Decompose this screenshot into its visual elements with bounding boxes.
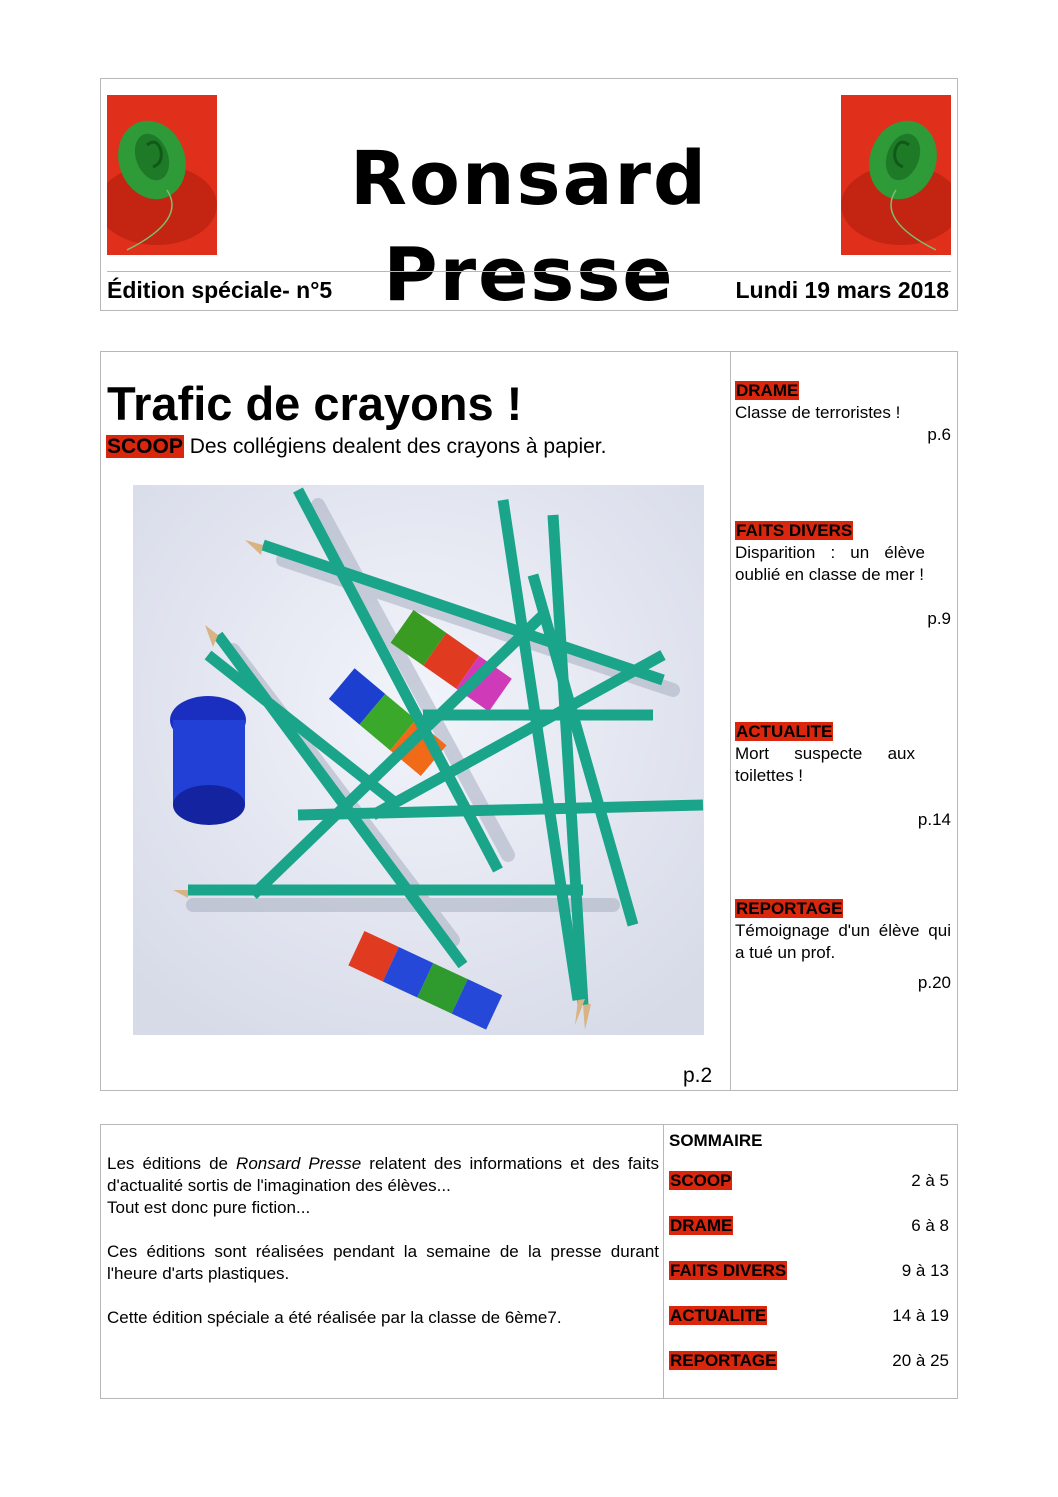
- intro-paragraph-2: Ces éditions sont réalisées pendant la semaine de la presse durant l'heure d'arts plastiques.: [107, 1242, 659, 1283]
- side-item-text: Classe de terroristes !: [735, 403, 901, 422]
- sommaire-row: [669, 1215, 949, 1237]
- side-item-text: Témoignage d'un élève qui a tué un prof.: [735, 921, 951, 962]
- scoop-tag: SCOOP: [107, 435, 183, 458]
- ear-image-right: [841, 95, 951, 255]
- column-divider: [730, 352, 731, 1090]
- masthead-divider: [107, 271, 951, 272]
- footer-divider: [663, 1125, 664, 1398]
- side-item-page: p.6: [927, 425, 951, 444]
- sommaire-row: [669, 1305, 949, 1327]
- sommaire-tag: ACTUALITE: [670, 1306, 767, 1325]
- sommaire-row: [669, 1350, 949, 1372]
- sommaire-tag: FAITS DIVERS: [670, 1261, 787, 1280]
- sommaire-range: 9 à 13: [901, 1261, 949, 1280]
- intro-text-part: Les éditions de: [107, 1154, 237, 1173]
- intro-text: [107, 1153, 659, 1351]
- intro-text-part: relatent des informations et des faits d'actualité sortis de l'imagination des élèves...: [107, 1154, 659, 1195]
- sommaire-title: SOMMAIRE: [669, 1131, 763, 1150]
- side-item-text: Mort suspecte aux toilettes !: [735, 744, 915, 785]
- faits-divers-tag: FAITS DIVERS: [736, 521, 853, 540]
- subheadline: [106, 434, 606, 460]
- side-item-page: p.9: [927, 609, 951, 628]
- side-item-actualite: [735, 721, 951, 831]
- side-item-text: Disparition : un élève oublié en classe de mer !: [735, 543, 925, 584]
- sommaire-tag: SCOOP: [670, 1171, 732, 1190]
- drame-tag: DRAME: [736, 381, 799, 400]
- intro-paragraph-1: [107, 1153, 659, 1219]
- main-article: [100, 351, 958, 1091]
- newspaper-title: Ronsard Presse: [350, 136, 708, 318]
- intro-newspaper-name: Ronsard Presse: [236, 1154, 362, 1173]
- sommaire-range: 14 à 19: [892, 1306, 949, 1325]
- masthead: [100, 78, 958, 318]
- edition-date: Lundi 19 mars 2018: [735, 277, 949, 303]
- sommaire-tag: REPORTAGE: [670, 1351, 777, 1370]
- sommaire-row: [669, 1170, 949, 1192]
- main-article-page: p.2: [683, 1064, 713, 1087]
- side-item-faits-divers: [735, 520, 951, 630]
- sommaire-range: 20 à 25: [892, 1351, 949, 1370]
- headline: Trafic de crayons !: [107, 377, 523, 430]
- side-item-page: p.20: [917, 973, 951, 992]
- intro-fiction-note: Tout est donc pure fiction...: [107, 1198, 311, 1217]
- actualite-tag: ACTUALITE: [736, 722, 833, 741]
- subheadline-text: Des collégiens dealent des crayons à papier.: [189, 435, 607, 458]
- pencils-photo: [133, 485, 704, 1035]
- edition-number: Édition spéciale- n°5: [107, 277, 333, 303]
- sommaire-range: 2 à 5: [911, 1171, 949, 1190]
- sommaire-row: [669, 1260, 949, 1282]
- sommaire-range: 6 à 8: [911, 1216, 949, 1235]
- side-item-page: p.14: [917, 810, 951, 829]
- reportage-tag: REPORTAGE: [736, 899, 843, 918]
- side-item-drame: [735, 380, 951, 446]
- sommaire-tag: DRAME: [670, 1216, 733, 1235]
- ear-image-left: [107, 95, 217, 255]
- footer-box: [100, 1124, 958, 1399]
- intro-paragraph-3: Cette édition spéciale a été réalisée par la classe de 6ème7.: [107, 1308, 562, 1327]
- side-item-reportage: [735, 898, 951, 994]
